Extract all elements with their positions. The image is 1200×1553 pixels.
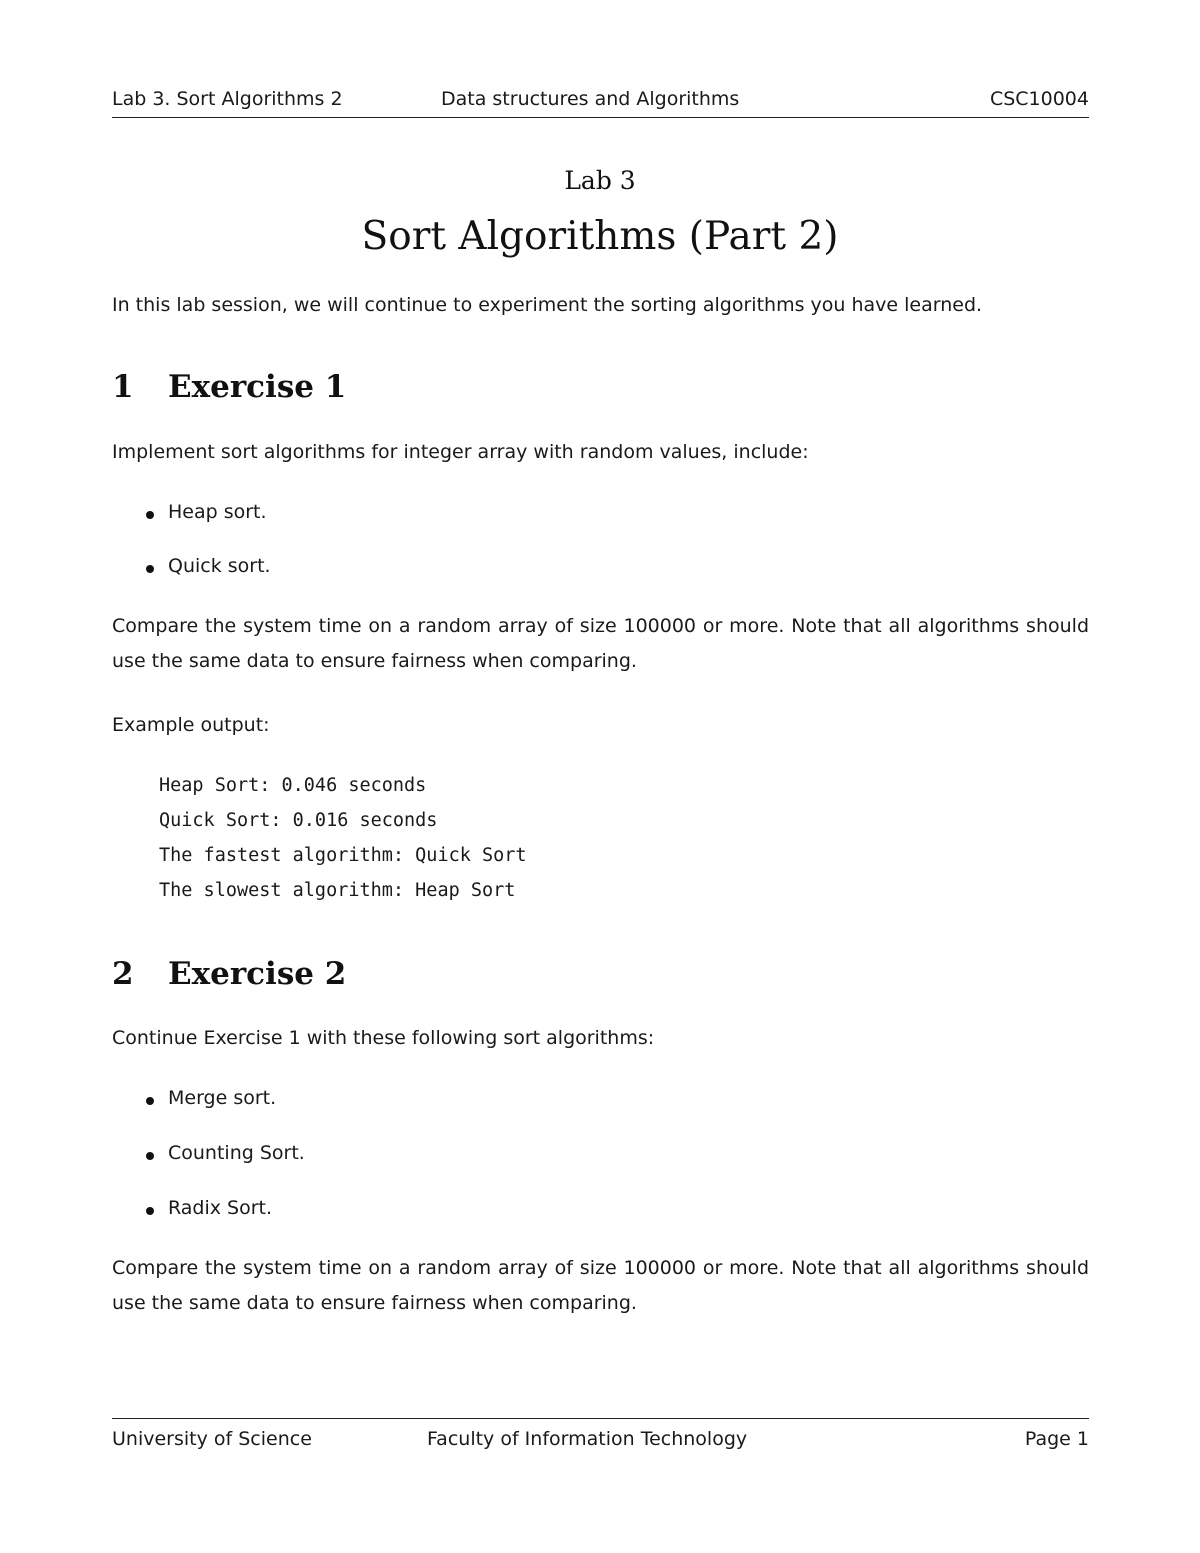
list-item: Merge sort. — [168, 1087, 277, 1109]
list-item: Quick sort. — [168, 555, 271, 577]
section-2-lead: Continue Exercise 1 with these following sort algorithms: — [112, 1027, 655, 1049]
code-line: Quick Sort: 0.016 seconds — [159, 810, 438, 831]
bullet-icon — [146, 1097, 154, 1105]
footer-rule — [112, 1418, 1089, 1419]
example-output-label: Example output: — [112, 714, 270, 736]
bullet-icon — [146, 565, 154, 573]
footer-left: University of Science — [112, 1428, 312, 1450]
code-line: The slowest algorithm: Heap Sort — [159, 880, 516, 901]
section-1-lead: Implement sort algorithms for integer array with random values, include: — [112, 441, 809, 463]
bullet-icon — [146, 511, 154, 519]
header-center: Data structures and Algorithms — [441, 88, 740, 110]
footer-center: Faculty of Information Technology — [427, 1428, 748, 1450]
section-2-compare-paragraph: Compare the system time on a random array of size 100000 or more. Note that all algorithms should use the same data to ensure fairness when comparing. — [112, 1257, 1089, 1314]
intro-paragraph: In this lab session, we will continue to experiment the sorting algorithms you have learned. — [112, 294, 983, 316]
code-line: The fastest algorithm: Quick Sort — [159, 845, 527, 866]
page-number: Page 1 — [1024, 1428, 1089, 1450]
bullet-icon — [146, 1207, 154, 1215]
header-rule — [112, 117, 1089, 118]
section-1-compare-paragraph: Compare the system time on a random array of size 100000 or more. Note that all algorithms should use the same data to ensure fairness when comparing. — [112, 615, 1089, 672]
list-item: Radix Sort. — [168, 1197, 273, 1219]
code-line: Heap Sort: 0.046 seconds — [159, 775, 427, 796]
section-1-title: Exercise 1 — [168, 369, 347, 405]
bullet-icon — [146, 1152, 154, 1160]
section-1-number: 1 — [112, 369, 134, 405]
header-right: CSC10004 — [989, 88, 1089, 110]
section-2-number: 2 — [112, 956, 134, 992]
section-2-title: Exercise 2 — [168, 956, 347, 992]
page-title: Sort Algorithms (Part 2) — [361, 214, 839, 259]
lab-label: Lab 3 — [564, 166, 636, 195]
header-left: Lab 3. Sort Algorithms 2 — [112, 88, 343, 110]
list-item: Counting Sort. — [168, 1142, 305, 1164]
list-item: Heap sort. — [168, 501, 267, 523]
